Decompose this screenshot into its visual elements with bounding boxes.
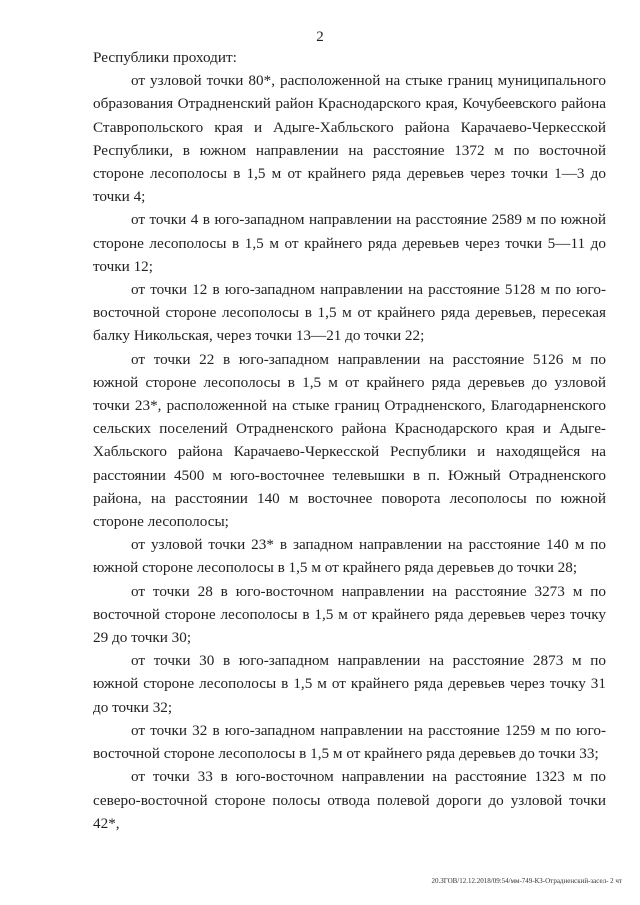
paragraph-segment-3: от точки 12 в юго-западном направлении на расстояние 5128 м по юго-восточной стороне лесополосы в 1,5 м от крайнего ряда деревьев, пересекая балку Никольская, через точки 13—21 до точки 22; bbox=[93, 281, 606, 345]
paragraph-segment-8: от точки 32 в юго-западном направлении на расстояние 1259 м по юго-восточной стороне лесополосы в 1,5 м от крайнего ряда деревьев до точки 33; bbox=[93, 721, 606, 763]
paragraph-segment-6: от точки 28 в юго-восточном направлении на расстояние 3273 м по восточной стороне лесополосы в 1,5 м от крайнего ряда деревьев через точку 29 до точки 30; bbox=[93, 582, 606, 647]
paragraph-segment-4: от точки 22 в юго-западном направлении на расстояние 5126 м по южной стороне лесополосы в 1,5 м от крайнего ряда деревьев до узловой точки 23*, расположенной на стыке границ Отрадненского, Благодарненского сельских поселений Отрадненского района Краснодарского края и Адыге-Хабльского района Карачаево-Черкесской Республики и находящейся на расстоянии 4500 м юго-восточнее телевышки в п. Южный Отрадненского района, на расстоянии 140 м восточнее поворота лесополосы по южной стороне лесополосы; bbox=[93, 350, 606, 531]
paragraph-segment-1: от узловой точки 80*, расположенной на стыке границ муниципального образования Отрадненский район Краснодарского края, Кочубеевского района Ставропольского края и Адыге-Хабльского района Карачаево-Черкесской Республики, в южном направлении на расстояние 1372 м по восточной стороне лесополосы в 1,5 м от крайнего ряда деревьев через точки 1—3 до точки 4; bbox=[93, 72, 606, 206]
paragraph-segment-2: от точки 4 в юго-западном направлении на расстояние 2589 м по южной стороне лесополосы в 1,5 м от крайнего ряда деревьев через точки 5—11 до точки 12; bbox=[93, 211, 606, 275]
paragraph-segment-9: от точки 33 в юго-восточном направлении на расстояние 1323 м по северо-восточной стороне полосы отвода полевой дороги до узловой точки 42*, bbox=[93, 768, 606, 832]
page-number: 2 bbox=[316, 29, 324, 45]
paragraph-intro: Республики проходит: bbox=[93, 49, 237, 66]
document-body bbox=[93, 46, 606, 835]
paragraph-segment-5: от узловой точки 23* в западном направлении на расстояние 140 м по южной стороне лесополосы в 1,5 м от крайнего ряда деревьев до точки 28; bbox=[93, 536, 606, 577]
paragraph-segment-7: от точки 30 в юго-западном направлении на расстояние 2873 м по южной стороне лесополосы в 1,5 м от крайнего ряда деревьев через точку 31 до точки 32; bbox=[93, 652, 606, 716]
footer-document-code: 20.ЗГОВ/12.12.2018/09:54/мм-749-КЗ-Отрадненский-засел- 2 чт bbox=[431, 877, 622, 885]
